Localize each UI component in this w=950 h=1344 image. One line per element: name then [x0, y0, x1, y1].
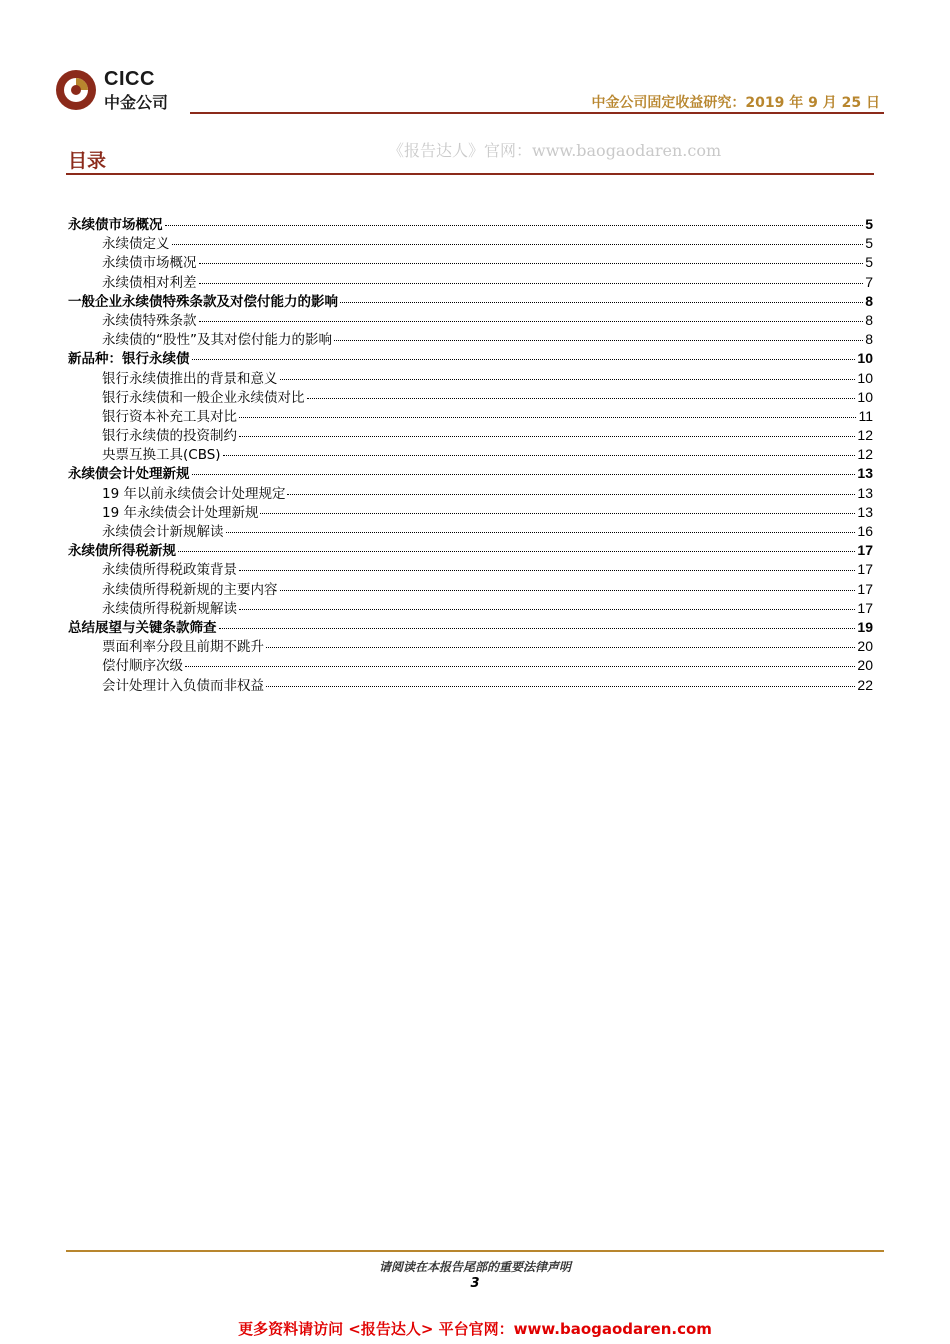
toc-dot-leader — [199, 263, 864, 264]
toc-entry-title: 新品种：银行永续债 — [68, 351, 190, 368]
legal-notice: 请阅读在本报告尾部的重要法律声明 — [378, 1260, 571, 1274]
toc-dot-leader — [199, 321, 864, 322]
toc-dot-leader — [340, 302, 863, 303]
toc-dot-leader — [165, 225, 864, 226]
toc-entry-title: 永续债所得税新规解读 — [102, 600, 237, 617]
toc-entry-title: 永续债的“股性”及其对偿付能力的影响 — [102, 332, 332, 349]
toc-page-number: 12 — [857, 427, 873, 444]
toc-entry-title: 银行永续债和一般企业永续债对比 — [102, 389, 305, 406]
toc-subsection-entry[interactable] — [68, 330, 873, 349]
toc-page-number: 7 — [865, 273, 873, 290]
toc-dot-leader — [266, 686, 855, 687]
toc-page-number: 5 — [865, 216, 873, 232]
toc-page-number: 16 — [857, 523, 873, 539]
toc-subsection-entry[interactable] — [68, 388, 873, 407]
toc-subsection-entry[interactable] — [68, 599, 873, 618]
toc-dot-leader — [192, 359, 856, 360]
watermark: 《报告达人》官网：www.baogaodaren.com — [388, 141, 722, 160]
toc-entry-title: 永续债定义 — [102, 236, 170, 253]
toc-page-number: 17 — [857, 599, 873, 616]
toc-subsection-entry[interactable] — [68, 234, 873, 253]
toc-entry-title: 永续债相对利差 — [102, 274, 197, 291]
toc-entry-title: 银行永续债推出的背景和意义 — [102, 370, 278, 387]
toc-entry-title: 银行资本补充工具对比 — [102, 408, 237, 425]
toc-dot-leader — [307, 398, 856, 399]
toc-subsection-entry[interactable] — [68, 580, 873, 599]
toc-dot-leader — [260, 513, 855, 514]
toc-dot-leader — [226, 532, 856, 533]
toc-entry-title: 永续债特殊条款 — [102, 312, 197, 329]
toc-dot-leader — [239, 609, 855, 610]
toc-entry-title: 永续债会计处理新规 — [68, 466, 190, 483]
page-number: 3 — [470, 1276, 480, 1291]
toc-subsection-entry[interactable] — [68, 560, 873, 579]
toc-section-entry[interactable] — [68, 541, 873, 560]
toc-page-number: 10 — [857, 369, 873, 386]
logo-text-en: CICC — [104, 68, 155, 90]
toc-entry-title: 永续债所得税政策背景 — [102, 562, 237, 579]
toc-page-number: 13 — [857, 503, 873, 520]
toc-subsection-entry[interactable] — [68, 656, 873, 675]
toc-page-number: 19 — [857, 618, 873, 635]
toc-section-entry[interactable] — [68, 215, 873, 234]
title-divider — [66, 173, 874, 175]
toc-section-entry[interactable] — [68, 464, 873, 483]
toc-dot-leader — [280, 590, 856, 591]
toc-entry-title: 永续债市场概况 — [68, 217, 163, 233]
toc-dot-leader — [199, 283, 864, 284]
header-divider — [190, 112, 884, 114]
toc-entry-title: 19 年以前永续债会计处理规定 — [102, 485, 286, 502]
toc-subsection-entry[interactable] — [68, 484, 873, 503]
toc-dot-leader — [219, 628, 856, 629]
toc-page-number: 17 — [857, 561, 873, 578]
toc-page-number: 10 — [857, 350, 873, 367]
website-banner[interactable]: 更多资料请访问 <报告达人> 平台官网：www.baogaodaren.com — [238, 1320, 712, 1338]
toc-subsection-entry[interactable] — [68, 503, 873, 522]
toc-entry-title: 会计处理计入负债而非权益 — [102, 677, 264, 694]
toc-entry-title: 偿付顺序次级 — [102, 658, 183, 675]
toc-page-number: 13 — [857, 465, 873, 482]
toc-entry-title: 永续债所得税新规 — [68, 543, 176, 560]
toc-entry-title: 永续债市场概况 — [102, 255, 197, 272]
toc-page-number: 11 — [858, 407, 873, 424]
toc-page-number: 12 — [857, 446, 873, 463]
toc-subsection-entry[interactable] — [68, 426, 873, 445]
toc-dot-leader — [287, 494, 855, 495]
toc-title: 目录 — [68, 150, 107, 172]
toc-subsection-entry[interactable] — [68, 407, 873, 426]
toc-page-number: 8 — [865, 331, 873, 348]
toc-entry-title: 一般企业永续债特殊条款及对偿付能力的影响 — [68, 293, 338, 310]
toc-page-number: 22 — [857, 676, 873, 693]
toc-page-number: 17 — [857, 542, 873, 559]
footer-divider — [66, 1250, 884, 1252]
toc-entry-title: 永续债会计新规解读 — [102, 524, 224, 540]
toc-subsection-entry[interactable] — [68, 273, 873, 292]
toc-dot-leader — [334, 340, 863, 341]
toc-section-entry[interactable] — [68, 292, 873, 311]
toc-dot-leader — [239, 436, 855, 437]
toc-page-number: 20 — [857, 638, 873, 655]
logo-text-cn: 中金公司 — [104, 93, 169, 112]
toc-subsection-entry[interactable] — [68, 445, 873, 464]
cicc-logo — [54, 66, 194, 114]
toc-subsection-entry[interactable] — [68, 676, 873, 695]
toc-subsection-entry[interactable] — [68, 311, 873, 330]
toc-entry-title: 总结展望与关键条款筛查 — [68, 619, 217, 636]
toc-entry-title: 银行永续债的投资制约 — [102, 428, 237, 445]
toc-subsection-entry[interactable] — [68, 637, 873, 656]
table-of-contents — [68, 215, 873, 695]
toc-page-number: 5 — [865, 254, 873, 271]
header-title: 中金公司固定收益研究：2019 年 9 月 25 日 — [591, 95, 880, 111]
toc-dot-leader — [239, 417, 856, 418]
toc-entry-title: 19 年永续债会计处理新规 — [102, 504, 259, 521]
toc-entry-title: 票面利率分段且前期不跳升 — [102, 639, 264, 656]
toc-dot-leader — [223, 455, 856, 456]
toc-section-entry[interactable] — [68, 618, 873, 637]
toc-entry-title: 永续债所得税新规的主要内容 — [102, 581, 278, 598]
toc-subsection-entry[interactable] — [68, 522, 873, 541]
toc-dot-leader — [192, 474, 856, 475]
toc-page-number: 10 — [857, 388, 873, 405]
toc-page-number: 13 — [857, 484, 873, 501]
toc-page-number: 8 — [865, 292, 873, 309]
toc-dot-leader — [172, 244, 864, 245]
toc-section-entry[interactable] — [68, 349, 873, 368]
toc-dot-leader — [178, 551, 855, 552]
toc-page-number: 5 — [865, 235, 873, 252]
toc-page-number: 17 — [857, 580, 873, 597]
toc-dot-leader — [280, 379, 856, 380]
toc-page-number: 20 — [857, 657, 873, 674]
toc-dot-leader — [239, 570, 855, 571]
toc-page-number: 8 — [865, 311, 873, 328]
toc-subsection-entry[interactable] — [68, 369, 873, 388]
toc-dot-leader — [185, 666, 855, 667]
toc-entry-title: 央票互换工具(CBS) — [102, 447, 221, 464]
cicc-logo-icon — [54, 68, 98, 112]
toc-dot-leader — [266, 647, 855, 648]
toc-subsection-entry[interactable] — [68, 253, 873, 272]
